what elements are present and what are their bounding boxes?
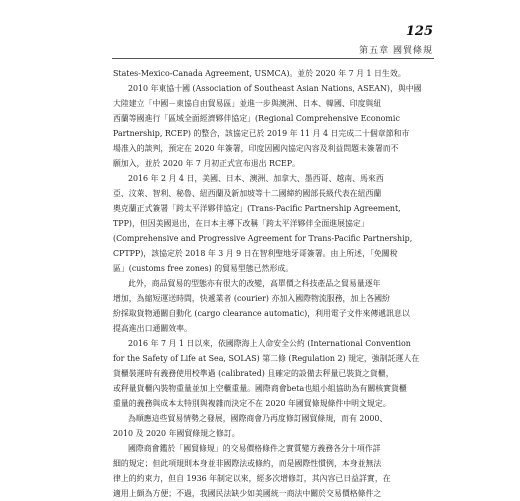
- text-line: 提高進出口通關效率。: [113, 324, 192, 333]
- paragraph: [113, 411, 433, 441]
- text-line: 細的規定；但此項規則本身並非國際法或條約，而是國際性慣例，本身並無法: [113, 459, 382, 468]
- text-line: 2016 年 2 月 4 日，美國、日本、澳洲、加拿大、墨西哥、越南、馬來西: [128, 174, 384, 183]
- text-line: 亞、汶萊、智利、秘魯、紐西蘭及新加坡等十二國締約國部長級代表在紐西蘭: [113, 189, 382, 198]
- text-line: 或秤量貨櫃內裝物重量並加上空櫃重量。國際商會beta也組小組協助為有關核實貨櫃: [113, 384, 407, 393]
- paragraph: [113, 66, 433, 81]
- text-line: 2016 年 7 月 1 日以來，依國際海上人命安全公約 (International Convention: [128, 339, 411, 348]
- text-line: 增加，為縮短運送時間，快遞業者 (courier) 亦加入國際物流服務，加上各國紛: [113, 294, 390, 303]
- text-line: 願加入，並於 2020 年 7 月初正式宣布退出 RCEP。: [113, 159, 300, 168]
- text-line: 貨櫃裝運時有義務使用校準過 (calibrated) 且確定的設備去秤量已裝貨之貨櫃，: [113, 369, 394, 378]
- body-text: [113, 66, 433, 501]
- text-line: 重量的義務與成本太特別與複雜而決定不在 2020 年國貿條規條件中明文規定。: [113, 399, 391, 408]
- text-line: TPP)，但因美國退出，在日本主導下改稱「跨太平洋夥伴全面進展協定」: [113, 219, 369, 228]
- text-line: 2010 及 2020 年國貿條規之修訂。: [113, 429, 240, 438]
- text-line: 此外，商品貿易的型態亦有很大的改變，高單價之科技產品之貿易量逐年: [128, 279, 381, 288]
- paragraph: [113, 171, 433, 276]
- text-line: 適用上頗為方便；不過，我國民法缺少如美國統一商法中關於交易價格條件之: [113, 489, 382, 498]
- text-line: (Comprehensive and Progressive Agreement for Trans-Pacific Partnership,: [113, 234, 413, 243]
- text-line: 場准入的談判，預定在 2020 年簽署，印度因國內協定內容及利益問題未簽署而不: [113, 144, 399, 153]
- text-line: 區」(customs free zones) 的貿易型態已然形成。: [113, 264, 294, 273]
- running-header: 第五章 國貿條規: [359, 46, 433, 56]
- text-line: 國際商會鑑於「國貿條規」的交易價格條件之實質變方義務各分十項作詳: [128, 444, 381, 453]
- text-line: 奧克蘭正式簽署「跨太平洋夥伴協定」(Trans-Pacific Partnership Agreement,: [113, 204, 401, 213]
- text-line: 大陸建立「中國－東協自由貿易區」並進一步與澳洲、日本、韓國、印度與紐: [113, 99, 382, 108]
- paragraph: [113, 441, 433, 501]
- text-line: Partnership, RCEP) 的整合，該協定已於 2019 年 11 月 4 日完成二十個章節和市: [113, 129, 410, 138]
- text-line: CPTPP)，該協定於 2018 年 3 月 9 日在智利聖地牙哥簽署。由上所述，「免關稅: [113, 249, 398, 258]
- text-line: 西蘭等國進行「區域全面經濟夥伴協定」(Regional Comprehensive Economic: [113, 114, 400, 123]
- text-line: 紛採取貨物通關自動化 (cargo clearance automatic)，利用電子文件來傳遞訊息以: [113, 309, 410, 318]
- paragraph: [113, 336, 433, 411]
- text-line: 律上的約束力，但自 1936 年制定以來，經多次增修訂，其內容已日益詳實，在: [113, 474, 391, 483]
- paragraph: [113, 81, 433, 171]
- text-line: States-Mexico-Canada Agreement, USMCA)。並於 2020 年 7 月 1 日生效。: [113, 69, 406, 78]
- page-number: 125: [405, 24, 433, 39]
- text-line: 為順應這些貿易情勢之發展，國際商會乃再度修訂國貿條規，而有 2000、: [128, 414, 388, 423]
- header-rule: [112, 58, 434, 59]
- text-line: 2010 年東協十國 (Association of Southeast Asian Nations, ASEAN)，與中國: [128, 84, 422, 93]
- text-line: for the Safety of Life at Sea, SOLAS) 第二條 (Regulation 2) 規定，強制託運人在: [113, 354, 420, 363]
- paragraph: [113, 276, 433, 336]
